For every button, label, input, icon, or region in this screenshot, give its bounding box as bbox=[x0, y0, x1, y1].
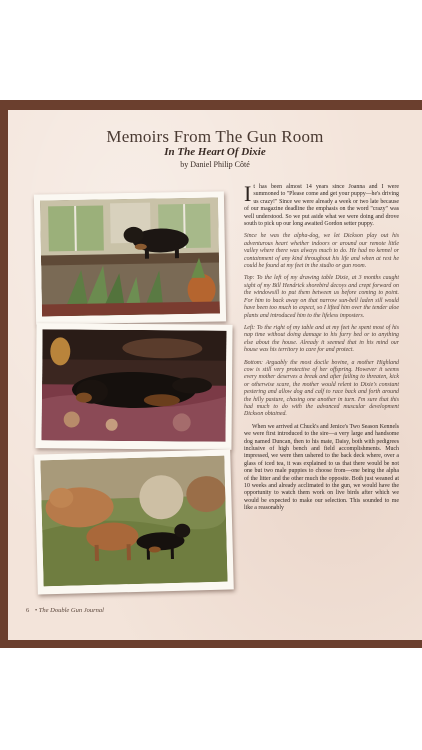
article-subtitle: In The Heart Of Dixie bbox=[164, 146, 266, 158]
photo-puppy-with-calf bbox=[34, 449, 234, 594]
publication-name: The Double Gun Journal bbox=[38, 607, 104, 614]
drop-cap: I bbox=[244, 181, 252, 206]
body-paragraph: When we arrived at Chuck's and Jenice's Two Season Kennels we were first introduced to the sire—a very large and handsome dog named Duncan, then to his mate, Daisy, both with pedigrees inclusive of high bench and field accomplishments. Much impressed, we were then ushered to the back deck where, over a glass of iced tea, it was explained to us that there would be not one but two male puppies to choose from—one being the alpha of the litter and the other much the opposite. Both just weaned at 10 weeks and already acclimated to the gun, we would have the opportunity to watch them work on live birds after which we would be expected to make our selection. This sounded to me like a reasonably bbox=[244, 423, 399, 512]
italic-paragraph: Since he was the alpha-dog, we let Dickson play out his adventurous heart whether indoors or around our remote little valley where there was always much to do. He had no kennel or containment of any kind throughout his life and when at rest he could be found at my feet in the studio or gun room. bbox=[244, 233, 399, 270]
intro-text: t has been almost 14 years since Joanna and I were summoned to "Please come and get your puppy—he's driving us crazy!" Since we were already a week or two late because of our magazine deadline the emphasis on the word "crazy" was well understood. So we put aside what we were doing and drove south to pick up our long awaited Gordon setter puppy. bbox=[244, 184, 399, 228]
photo-puppy-windowsill bbox=[34, 191, 226, 324]
article-title: Memoirs From The Gun Room bbox=[106, 127, 324, 146]
page-footer bbox=[26, 607, 104, 614]
caption-bottom: Bottom: Arguably the most docile bovine, a mother Highland cow is still very protective of her offspring. However it seems every mother deserves a break and after failing to threaten, kick or otherwise scare, the mother would relent to Dixie's constant pestering and allow dog and calf to race back and forth around the hilly pasture, chasing one another in turn. I'm sure that this had much to do with the advanced muscular development Dickson obtained. bbox=[244, 359, 399, 418]
rug-image bbox=[42, 329, 227, 442]
article-byline: by Daniel Philip Côté bbox=[180, 160, 250, 169]
article-text-column bbox=[244, 181, 399, 518]
photo-puppy-on-rug bbox=[35, 323, 232, 450]
caption-left: Left: To the right of my table and at my feet he spent most of his nap time without doing damage to his furry bed or to anything else about the house. Already it seemed that in his mind our house was his territory to care for and protect. bbox=[244, 324, 399, 354]
caption-top: Top: To the left of my drawing table Dixie, at 3 months caught sight of my Bill Hendrick shorebird decoys and crept forward on the windowsill to put them between us before coming to point. For him to back away on that narrow sun-bell laden sill would have been too much to expect, so I lifted him over the tender aloe plants and introduced him to the lifeless imposters. bbox=[244, 275, 399, 319]
intro-paragraph bbox=[244, 181, 399, 228]
pasture-image bbox=[40, 456, 227, 587]
windowsill-image bbox=[40, 197, 220, 316]
footer-bullet: • bbox=[34, 607, 38, 614]
magazine-page bbox=[8, 110, 422, 640]
page-number: 6 bbox=[26, 607, 30, 614]
